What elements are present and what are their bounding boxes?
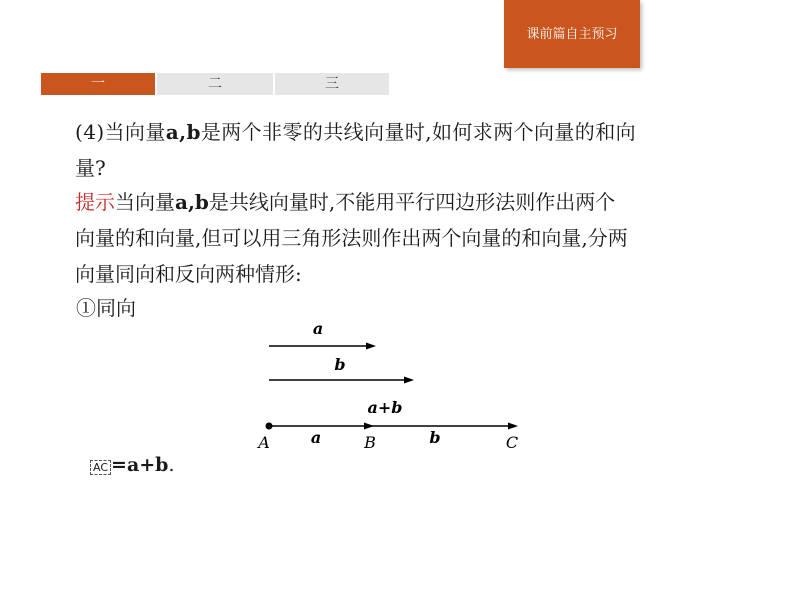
formula-rhs: a+b (126, 454, 169, 476)
vector-ac-symbol: AC (90, 460, 111, 475)
tab-2[interactable]: 二 (157, 73, 275, 95)
hint-line-1 (75, 184, 735, 220)
question-line-1-vars: a,b (165, 120, 201, 144)
section-tabs (41, 73, 389, 95)
vector-a-label: a (312, 319, 324, 338)
tab-3[interactable]: 三 (275, 73, 389, 95)
hint-line-1-pre: 当向量 (115, 190, 175, 214)
section-tag: 课前篇自主预习 (504, 0, 640, 68)
question-line-1-post: 是两个非零的共线向量时,如何求两个向量的和向 (200, 120, 637, 144)
vector-addition-diagram (250, 312, 540, 452)
hint-line-1-vars: a,b (175, 190, 209, 214)
point-b-label: B (364, 433, 376, 452)
vector-b-label: b (334, 355, 346, 374)
segment-bc-arrowhead (508, 423, 518, 430)
segment-ab-label: a (310, 428, 322, 447)
sum-formula (90, 450, 175, 483)
formula-period: . (168, 454, 175, 476)
point-a-label: A (258, 433, 270, 452)
vector-b-arrowhead (404, 377, 414, 384)
sum-vector-label: a+b (367, 398, 403, 417)
hint-line-1-post: 是共线向量时,不能用平行四边形法则作出两个 (208, 190, 616, 214)
hint-label: 提示 (75, 190, 115, 214)
case-same-direction-label: ①同向 (76, 296, 136, 320)
question-text (75, 114, 735, 186)
segment-bc-label: b (429, 428, 441, 447)
question-line-1 (75, 114, 735, 150)
hint-text (75, 184, 735, 292)
hint-line-3: 向量同向和反向两种情形: (75, 262, 302, 286)
tab-1[interactable]: 一 (41, 73, 157, 95)
hint-line-2: 向量的和向量,但可以用三角形法则作出两个向量的和向量,分两 (75, 226, 628, 250)
vector-a-arrowhead (366, 343, 376, 350)
formula-equals: = (111, 454, 127, 476)
segment-ab-arrowhead (364, 423, 374, 430)
question-line-1-pre: (4)当向量 (75, 120, 166, 144)
question-line-2: 量? (75, 156, 106, 180)
point-c-label: C (505, 433, 519, 452)
